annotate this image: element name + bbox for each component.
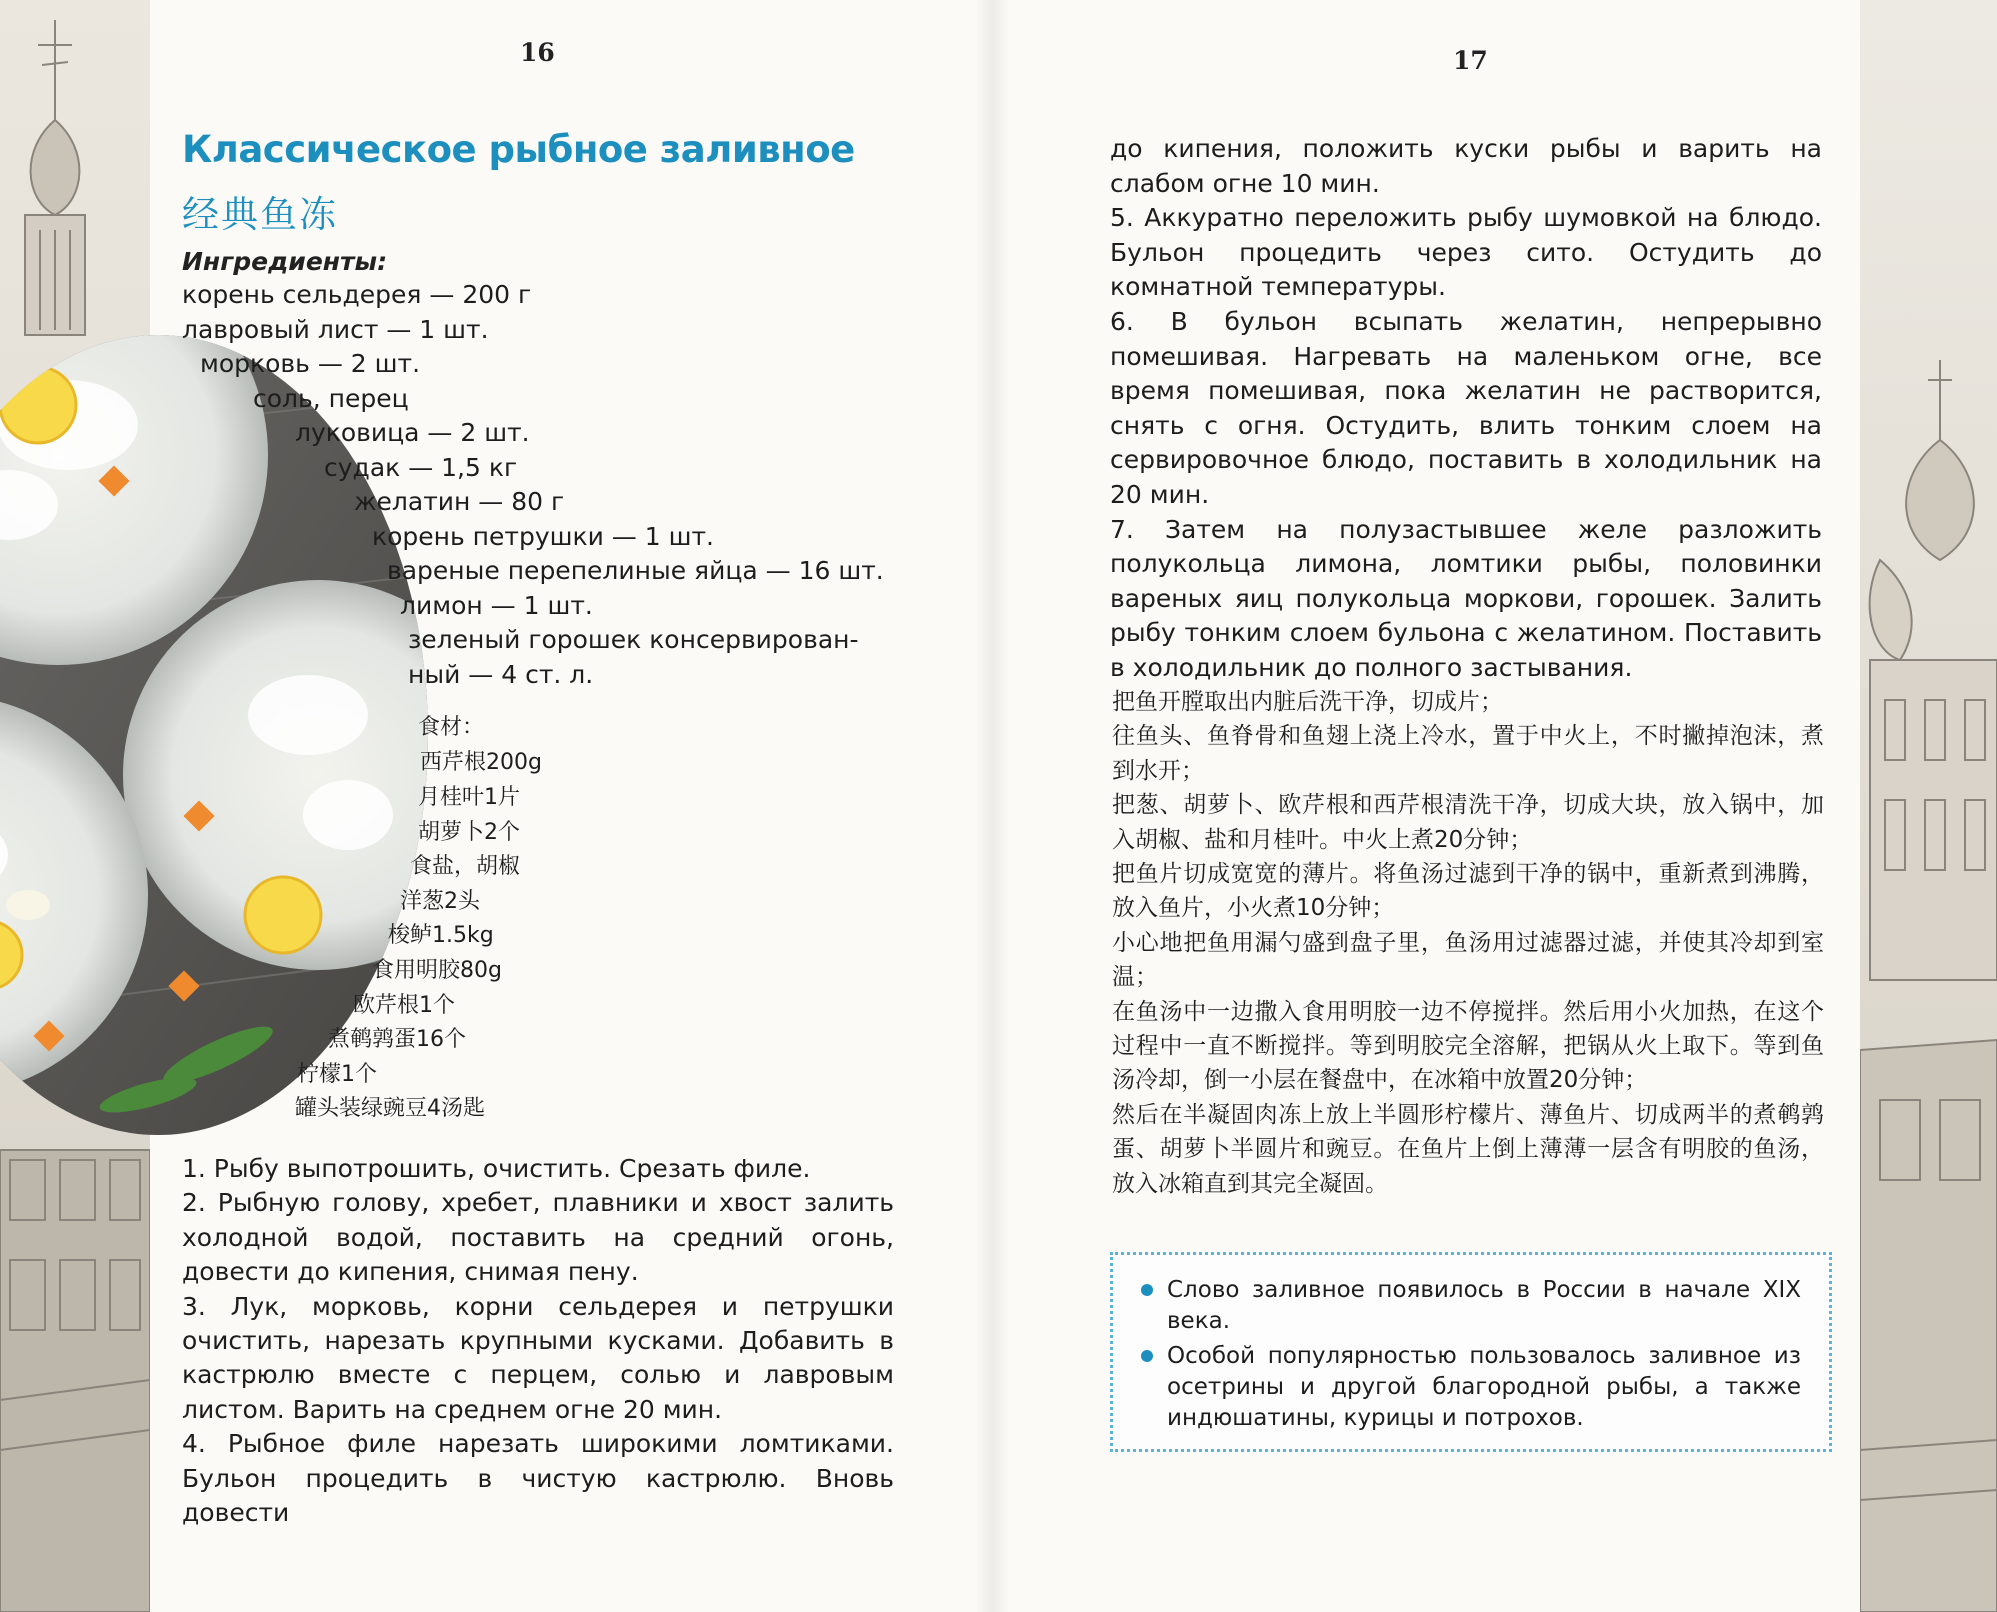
step-paragraph: 7. Затем на полузастывшее желе разложить полукольца лимона, ломтики рыбы, половинки вареных яиц полукольца моркови, горошек. Залить рыбу тонким слоем бульона с желатином. Поставить в холодильник до полного застывания.: [1110, 514, 1822, 682]
step-paragraph: 2. Рыбную голову, хребет, плавники и хвост залить холодной водой, поставить на средний огонь, довести до кипения, снимая пену.: [182, 1188, 894, 1287]
ingredient-ru: судак — 1,5 кг: [324, 453, 518, 482]
ingredient-ru: корень петрушки — 1 шт.: [372, 522, 714, 551]
ingredient-zh: 月桂叶1片: [418, 785, 520, 810]
step-paragraph: 3. Лук, морковь, корни сельдерея и петрушки очистить, нарезать крупными кусками. Добавить в кастрюлю вместе с перцем, солью и лавровым листом. Варить на среднем огне 20 мин.: [182, 1291, 894, 1424]
ingredient-zh: 梭鲈1.5kg: [388, 923, 494, 948]
step-zh-paragraph: 在鱼汤中一边撒入食用明胶一边不停搅拌。然后用小火加热，在这个过程中一直不断搅拌。等到明胶完全溶解，把锅从火上取下。等到鱼汤冷却，倒一小层在餐盘中，在冰箱中放置20分钟；: [1112, 998, 1824, 1094]
fact-box: [1110, 1252, 1832, 1452]
ingredient-zh: 胡萝卜2个: [418, 820, 520, 845]
fact-text: Особой популярностью пользовалось заливное из осетрины и другой благородной рыбы, а также индюшатины, курицы и потрохов.: [1167, 1343, 1801, 1431]
fact-item: [1141, 1275, 1801, 1337]
ingredient-ru: лавровый лист — 1 шт.: [182, 315, 489, 344]
ingredient-zh: 食盐，胡椒: [410, 854, 521, 879]
church-engraving-right: [1860, 0, 1997, 1612]
book-gutter: [975, 0, 1010, 1612]
ingredient-ru: морковь — 2 шт.: [200, 349, 421, 378]
step-paragraph: 1. Рыбу выпотрошить, очистить. Срезать филе.: [182, 1154, 811, 1183]
step-paragraph: 5. Аккуратно переложить рыбу шумовкой на блюдо. Бульон процедить через сито. Остудить до комнатной температуры.: [1110, 203, 1822, 302]
ingredient-ru: желатин — 80 г: [354, 487, 565, 516]
ingredient-zh: 罐头装绿豌豆4汤匙: [295, 1096, 485, 1121]
ingredient-ru: зеленый горошек консервирован-: [408, 625, 859, 654]
ingredient-ru: корень сельдерея — 200 г: [182, 280, 532, 309]
ingredient-zh: 西芹根200g: [420, 750, 542, 775]
fact-text: Слово заливное появилось в России в начале XIX века.: [1167, 1277, 1801, 1334]
ingredient-zh: 食用明胶80g: [372, 958, 502, 983]
ingredient-zh: 欧芹根1个: [353, 993, 455, 1018]
step-zh-paragraph: 把鱼开膛取出内脏后洗干净，切成片；: [1112, 689, 1503, 715]
page-number-right: 17: [1453, 46, 1488, 75]
ingredient-ru: луковица — 2 шт.: [295, 418, 530, 447]
steps-right-column: [1110, 132, 1822, 686]
step-zh-paragraph: 往鱼头、鱼脊骨和鱼翅上浇上冷水，置于中火上，不时撇掉泡沫，煮到水开；: [1112, 723, 1824, 784]
ingredient-ru: ный — 4 ст. л.: [408, 660, 594, 689]
ingredient-zh: 洋葱2头: [400, 889, 480, 914]
step-zh-paragraph: 把葱、胡萝卜、欧芹根和西芹根清洗干净，切成大块，放入锅中，加入胡椒、盐和月桂叶。中火上煮20分钟；: [1112, 792, 1824, 853]
ingredient-zh: 煮鹌鹑蛋16个: [328, 1027, 466, 1052]
right-engraving-strip: [1860, 0, 1997, 1612]
bullet-icon: [1141, 1350, 1153, 1362]
ingredients-heading: Ингредиенты:: [182, 247, 388, 276]
step-zh-paragraph: 然后在半凝固肉冻上放上半圆形柠檬片、薄鱼片、切成两半的煮鹌鹑蛋、胡萝卜半圆片和豌豆。在鱼片上倒上薄薄一层含有明胶的鱼汤，放入冰箱直到其完全凝固。: [1112, 1101, 1824, 1197]
ingredient-zh: 食材：: [418, 715, 485, 740]
recipe-title-zh: 经典鱼冻: [182, 193, 338, 236]
ingredient-ru: вареные перепелиные яйца — 16 шт.: [387, 556, 884, 585]
steps-zh-column: [1112, 685, 1824, 1201]
page-number-left: 16: [520, 38, 555, 67]
bullet-icon: [1141, 1284, 1153, 1296]
ingredient-ru: лимон — 1 шт.: [400, 591, 593, 620]
ingredient-zh: 柠檬1个: [297, 1062, 377, 1087]
steps-left-column: [182, 1152, 894, 1530]
step-paragraph: 6. В бульон всыпать желатин, непрерывно помешивая. Нагревать на маленьком огне, все время помешивая, пока желатин не растворится, снять с огня. Остудить, влить тонким слоем на сервировочное блюдо, поставить в холодильник на 20 мин.: [1110, 306, 1822, 509]
recipe-title-ru: Классическое рыбное заливное: [182, 128, 855, 171]
step-zh-paragraph: 小心地把鱼用漏勺盛到盘子里，鱼汤用过滤器过滤，并使其冷却到室温；: [1112, 929, 1824, 991]
fact-item: [1141, 1341, 1801, 1434]
ingredient-ru: соль, перец: [253, 384, 409, 413]
step-paragraph: до кипения, положить куски рыбы и варить на слабом огне 10 мин.: [1110, 134, 1822, 198]
step-paragraph: 4. Рыбное филе нарезать широкими ломтиками. Бульон процедить в чистую кастрюлю. Вновь довести: [182, 1429, 894, 1528]
step-zh-paragraph: 把鱼片切成宽宽的薄片。将鱼汤过滤到干净的锅中，重新煮到沸腾，放入鱼片，小火煮10分钟；: [1112, 861, 1824, 922]
